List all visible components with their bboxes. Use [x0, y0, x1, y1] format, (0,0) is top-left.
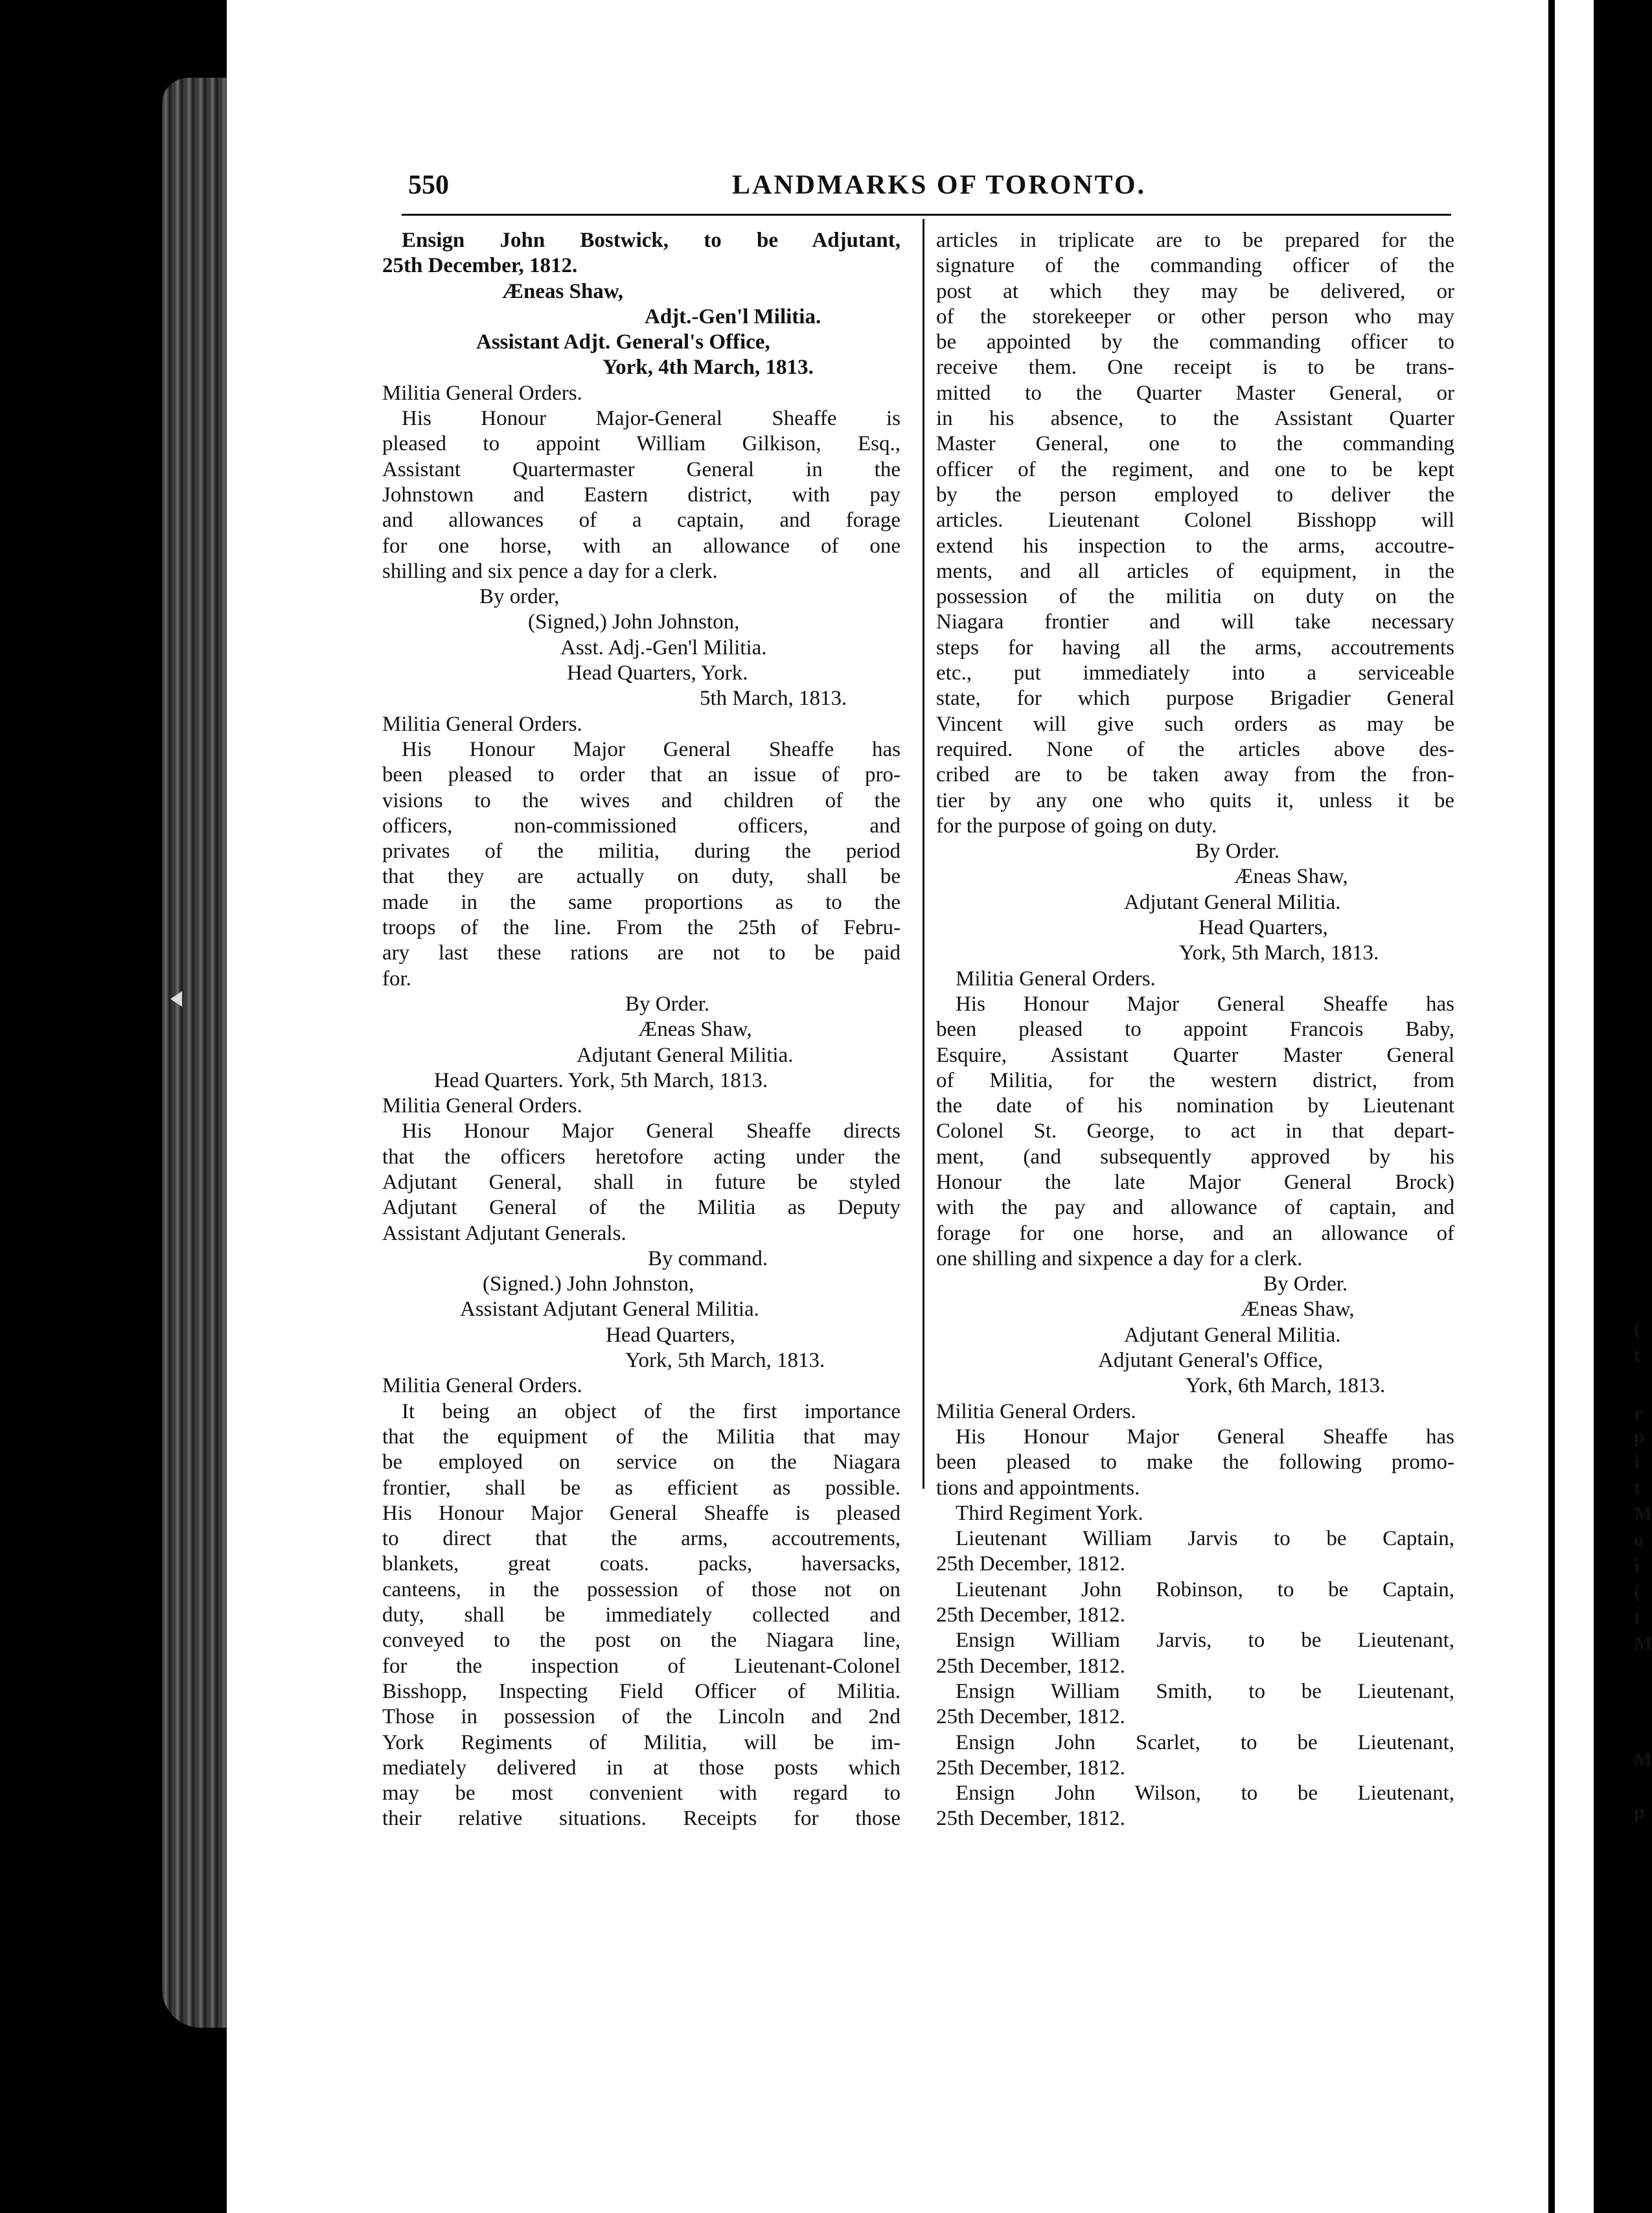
text-line: Those in possession of the Lincoln and 2nd: [382, 1705, 901, 1729]
text-line: Master General, one to the commanding: [936, 432, 1454, 456]
text-line: be employed on service on the Niagara: [382, 1450, 901, 1474]
edge-letter: M: [1634, 1503, 1652, 1524]
text-line: Bisshopp, Inspecting Field Officer of Militia.: [382, 1679, 901, 1703]
left-column: [382, 228, 901, 1832]
edge-letter: t: [1634, 1477, 1640, 1498]
text-line: By Order.: [1263, 1272, 1348, 1296]
edge-letter: o: [1634, 1529, 1644, 1550]
text-line: Honour the late Major General Brock): [936, 1170, 1454, 1194]
text-line: His Honour Major General Sheaffe has: [956, 992, 1454, 1016]
page-number: 550: [408, 170, 449, 200]
text-line: conveyed to the post on the Niagara line,: [382, 1629, 901, 1653]
edge-letter: M: [1634, 1749, 1652, 1771]
text-line: Ensign William Smith, to be Lieutenant,: [956, 1679, 1454, 1703]
text-line: ments, and all articles of equipment, in the: [936, 559, 1454, 583]
text-line: Militia General Orders.: [382, 381, 582, 405]
text-line: 5th March, 1813.: [700, 687, 847, 711]
text-line: pleased to appoint William Gilkison, Esq.,: [382, 432, 901, 456]
column-divider: [923, 219, 924, 1489]
text-line: By Order.: [1195, 840, 1280, 864]
text-line: York, 6th March, 1813.: [1186, 1374, 1386, 1398]
edge-letter: t: [1634, 1607, 1640, 1628]
text-line: Militia General Orders.: [936, 1399, 1136, 1423]
text-line: tier by any one who quits it, unless it be: [936, 788, 1454, 812]
text-line: By command.: [648, 1246, 768, 1270]
text-line: of Militia, for the western district, from: [936, 1068, 1454, 1092]
text-line: frontier, shall be as efficient as possible.: [382, 1476, 901, 1500]
text-line: York, 5th March, 1813.: [1179, 941, 1379, 965]
text-line: tions and appointments.: [936, 1476, 1140, 1500]
text-line: articles. Lieutenant Colonel Bisshopp will: [936, 509, 1454, 533]
text-line: mediately delivered in at those posts which: [382, 1756, 901, 1780]
text-line: 25th December, 1812.: [936, 1807, 1125, 1831]
text-line: (Signed,) John Johnston,: [528, 610, 740, 634]
text-line: His Honour Major General Sheaffe is pleased: [382, 1501, 901, 1525]
adjacent-page-strip: [1548, 0, 1646, 2213]
text-line: His Honour Major General Sheaffe directs: [402, 1119, 901, 1143]
text-line: blankets, great coats. packs, haversacks,: [382, 1552, 901, 1576]
text-line: 25th December, 1812.: [936, 1603, 1125, 1627]
text-line: Lieutenant John Robinson, to be Captain,: [956, 1577, 1454, 1601]
text-line: and allowances of a captain, and forage: [382, 509, 901, 533]
text-line: by the person employed to deliver the: [936, 483, 1454, 507]
text-line: Adjutant General Militia.: [577, 1043, 794, 1067]
edge-letter: t: [1634, 1344, 1640, 1366]
text-line: extend his inspection to the arms, accoutre-: [936, 534, 1454, 558]
text-line: articles in triplicate are to be prepared for the: [936, 229, 1454, 252]
text-line: Head Quarters,: [1199, 916, 1328, 940]
text-line: ment, (and subsequently approved by his: [936, 1145, 1454, 1169]
text-line: shilling and six pence a day for a clerk.: [382, 559, 718, 583]
text-line: Militia General Orders.: [382, 712, 582, 736]
text-line: Assistant Adjutant Generals.: [382, 1221, 626, 1245]
text-line: required. None of the articles above des-: [936, 737, 1454, 761]
text-line: It being an object of the first importance: [402, 1399, 901, 1423]
text-line: ary last these rations are not to be paid: [382, 941, 901, 965]
text-line: York, 4th March, 1813.: [602, 356, 814, 380]
text-line: His Honour Major General Sheaffe has: [402, 737, 901, 761]
text-line: His Honour Major General Sheaffe has: [956, 1425, 1454, 1449]
text-line: officers, non-commissioned officers, and: [382, 814, 901, 838]
text-line: 25th December, 1812.: [936, 1654, 1125, 1678]
text-line: 25th December, 1812.: [936, 1705, 1125, 1729]
text-line: for the purpose of going on duty.: [936, 814, 1217, 838]
text-line: 25th December, 1812.: [382, 254, 578, 278]
text-line: one shilling and sixpence a day for a clerk.: [936, 1246, 1303, 1270]
text-line: with the pay and allowance of captain, and: [936, 1196, 1454, 1220]
edge-letter: (: [1634, 1581, 1640, 1602]
text-line: Lieutenant William Jarvis to be Captain,: [956, 1527, 1454, 1551]
edge-letter: (: [1634, 1318, 1640, 1340]
text-line: made in the same proportions as to the: [382, 890, 901, 914]
text-line: possession of the militia on duty on the: [936, 585, 1454, 609]
running-title: LANDMARKS OF TORONTO.: [732, 170, 1147, 200]
text-line: Adjutant General of the Militia as Deputy: [382, 1196, 901, 1220]
text-line: for the inspection of Lieutenant-Colonel: [382, 1654, 901, 1678]
text-line: By Order.: [625, 992, 710, 1016]
text-line: Ensign John Scarlet, to be Lieutenant,: [956, 1730, 1454, 1754]
text-line: the date of his nomination by Lieutenant: [936, 1094, 1454, 1118]
text-line: state, for which purpose Brigadier General: [936, 687, 1454, 711]
edge-letter: r: [1634, 1403, 1643, 1424]
text-line: troops of the line. From the 25th of Febru-: [382, 916, 901, 940]
text-line: Third Regiment York.: [956, 1501, 1143, 1525]
text-line: Adjutant General, shall in future be styled: [382, 1170, 901, 1194]
text-line: steps for having all the arms, accoutrements: [936, 636, 1454, 659]
text-line: Militia General Orders.: [382, 1094, 582, 1118]
text-line: His Honour Major-General Sheaffe is: [402, 407, 901, 431]
text-line: in his absence, to the Assistant Quarter: [936, 407, 1454, 431]
text-line: 25th December, 1812.: [936, 1552, 1125, 1576]
text-line: mitted to the Quarter Master General, or: [936, 381, 1454, 405]
text-line: post at which they may be delivered, or: [936, 279, 1454, 303]
text-line: York, 5th March, 1813.: [625, 1349, 825, 1373]
text-line: cribed are to be taken away from the fron-: [936, 763, 1454, 787]
text-line: that the officers heretofore acting under the: [382, 1145, 901, 1169]
text-line: for one horse, with an allowance of one: [382, 534, 901, 558]
running-header: [408, 170, 1451, 215]
text-line: Adjutant General's Office,: [1098, 1349, 1324, 1373]
text-line: Ensign William Jarvis, to be Lieutenant,: [956, 1629, 1454, 1653]
text-line: Æneas Shaw,: [1241, 1298, 1355, 1322]
text-line: for.: [382, 967, 411, 991]
edge-letter: p: [1634, 1425, 1645, 1447]
text-line: officer of the regiment, and one to be kept: [936, 457, 1454, 481]
text-line: Assistant Adjutant General Militia.: [460, 1298, 759, 1322]
text-line: Asst. Adj.-Gen'l Militia.: [560, 636, 767, 659]
text-line: be appointed by the commanding officer to: [936, 330, 1454, 354]
text-line: of the storekeeper or other person who may: [936, 304, 1454, 328]
text-line: etc., put immediately into a serviceable: [936, 661, 1454, 685]
text-line: By order,: [479, 585, 560, 609]
text-line: privates of the militia, during the period: [382, 840, 901, 864]
text-line: (Signed.) John Johnston,: [483, 1272, 694, 1296]
edge-letter: M: [1634, 1633, 1652, 1654]
text-line: Adjt.-Gen'l Militia.: [645, 304, 821, 328]
text-line: Niagara frontier and will take necessary: [936, 610, 1454, 634]
right-column: [936, 228, 1454, 1832]
text-line: their relative situations. Receipts for those: [382, 1807, 901, 1831]
text-line: receive them. One receipt is to be trans-: [936, 356, 1454, 380]
text-line: Head Quarters,: [606, 1323, 735, 1347]
text-line: Head Quarters. York, 5th March, 1813.: [434, 1068, 768, 1092]
text-line: Æneas Shaw,: [502, 279, 624, 303]
text-line: duty, shall be immediately collected and: [382, 1603, 901, 1627]
adjacent-page: [1555, 0, 1594, 2213]
text-line: Assistant Adjt. General's Office,: [476, 330, 770, 354]
text-line: Militia General Orders.: [382, 1374, 582, 1398]
text-line: been pleased to make the following promo-: [936, 1450, 1454, 1474]
text-line: may be most convenient with regard to: [382, 1782, 901, 1806]
edge-letter: i: [1634, 1451, 1640, 1473]
header-rule: [402, 214, 1451, 216]
text-line: Ensign John Bostwick, to be Adjutant,: [402, 229, 901, 252]
text-line: been pleased to appoint Francois Baby,: [936, 1018, 1454, 1042]
text-line: been pleased to order that an issue of pro-: [382, 763, 901, 787]
text-line: Assistant Quartermaster General in the: [382, 457, 901, 481]
text-line: Militia General Orders.: [956, 967, 1156, 991]
text-line: that they are actually on duty, shall be: [382, 865, 901, 889]
text-line: Æneas Shaw,: [1234, 865, 1348, 889]
text-line: Johnstown and Eastern district, with pay: [382, 483, 901, 507]
text-line: canteens, in the possession of those not on: [382, 1577, 901, 1601]
text-line: 25th December, 1812.: [936, 1756, 1125, 1780]
text-line: visions to the wives and children of the: [382, 788, 901, 812]
text-line: that the equipment of the Militia that may: [382, 1425, 901, 1449]
text-line: Adjutant General Militia.: [1124, 890, 1341, 914]
text-line: to direct that the arms, accoutrements,: [382, 1527, 901, 1551]
text-line: Head Quarters, York.: [567, 661, 748, 685]
text-line: Æneas Shaw,: [638, 1018, 752, 1042]
edge-letter: i: [1634, 1555, 1640, 1576]
text-line: Adjutant General Militia.: [1124, 1323, 1341, 1347]
text-line: York Regiments of Militia, will be im-: [382, 1730, 901, 1754]
text-line: Ensign John Wilson, to be Lieutenant,: [956, 1782, 1454, 1806]
text-line: Esquire, Assistant Quarter Master General: [936, 1043, 1454, 1067]
text-line: forage for one horse, and an allowance of: [936, 1221, 1454, 1245]
text-line: Vincent will give such orders as may be: [936, 712, 1454, 736]
page-marker-arrow-icon: [170, 991, 182, 1007]
edge-letter: p: [1634, 1801, 1645, 1822]
text-line: Colonel St. George, to act in that depart-: [936, 1119, 1454, 1143]
text-line: signature of the commanding officer of the: [936, 254, 1454, 278]
